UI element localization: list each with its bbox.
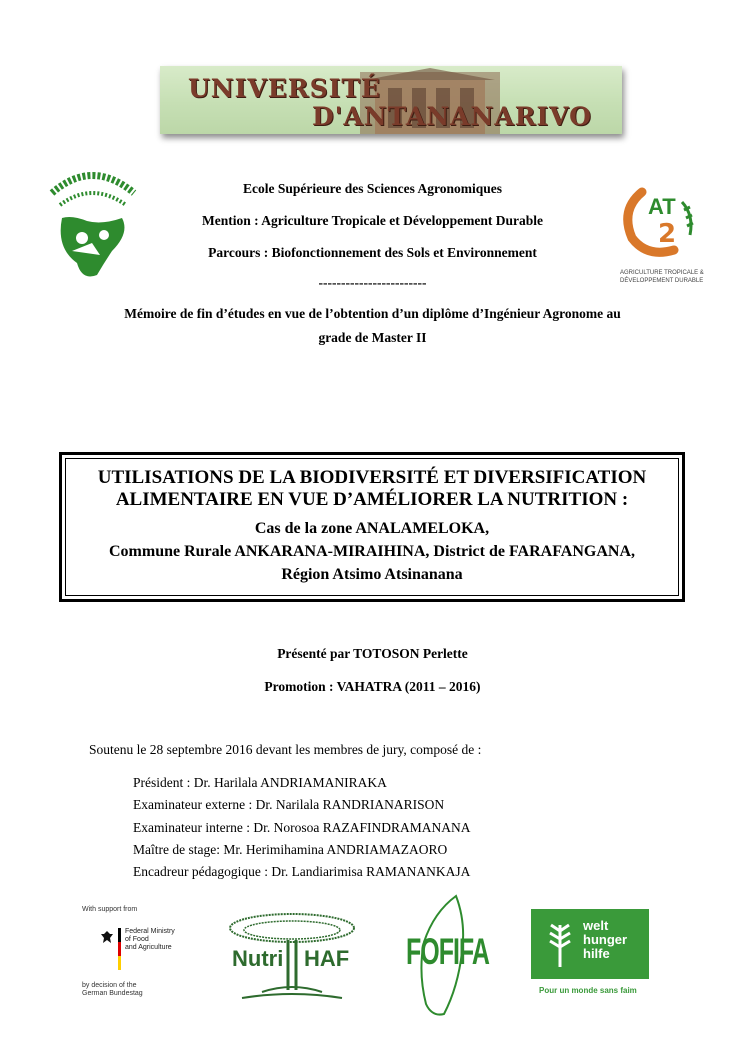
welthungerhilfe-logo	[531, 909, 649, 999]
bmel-line1: Federal Ministry	[125, 928, 175, 935]
parcours-text: Parcours : Biofonctionnement des Sols et Environnement	[208, 245, 537, 260]
federal-eagle-icon	[100, 930, 114, 944]
bmel-bottom1: by decision of the	[82, 982, 137, 989]
fofifa-logo	[404, 892, 489, 1020]
jury-member: Encadreur pédagogique : Dr. Landiarimisa RAMANANKAJA	[133, 864, 471, 880]
banner-title-line1: UNIVERSITÉ	[188, 74, 381, 103]
wheat-icon	[543, 919, 577, 969]
whh-line2: hunger	[583, 932, 628, 947]
mention-text: Mention : Agriculture Tropicale et Développement Durable	[202, 213, 543, 228]
at2d-logo	[612, 180, 722, 290]
bmel-bottom2: German Bundestag	[82, 990, 143, 997]
thesis-title-box	[59, 452, 685, 602]
thesis-title-line1: UTILISATIONS DE LA BIODIVERSITÉ ET DIVERSIFICATION	[97, 467, 647, 488]
german-flag-icon	[118, 928, 121, 970]
thesis-subtitle-line3: Région Atsimo Atsinanana	[281, 566, 463, 583]
promotion: Promotion : VAHATRA (2011 – 2016)	[264, 679, 481, 694]
jury-member: Examinateur interne : Dr. Norosoa RAZAFINDRAMANANA	[133, 819, 471, 835]
svg-text:2: 2	[658, 219, 677, 249]
bmel-line2: of Food	[125, 936, 149, 943]
at2d-caption-line1: AGRICULTURE TROPICALE &	[620, 270, 704, 276]
thesis-title-line2: ALIMENTAIRE EN VUE D’AMÉLIORER LA NUTRITION :	[115, 489, 629, 510]
separator-line: ------------------------	[318, 275, 427, 290]
bmel-logo	[82, 906, 192, 1006]
whh-tagline: Pour un monde sans faim	[539, 986, 637, 995]
at2d-caption-line2: DÉVELOPPEMENT DURABLE	[620, 278, 704, 284]
nutrihaf-right-text: HAF	[304, 946, 350, 971]
jury-list	[133, 772, 470, 883]
defense-intro: Soutenu le 28 septembre 2016 devant les membres de jury, composé de :	[89, 742, 482, 757]
whh-line1: welt	[583, 918, 609, 933]
whh-line3: hilfe	[583, 946, 610, 961]
thesis-subtitle-line1: Cas de la zone ANALAMELOKA,	[254, 520, 490, 537]
university-banner	[160, 66, 622, 134]
at2d-emblem-icon	[612, 180, 722, 260]
thesis-subtitle-line2: Commune Rurale ANKARANA-MIRAIHINA, District de FARAFANGANA,	[108, 543, 635, 560]
memoire-line2: grade de Master II	[318, 330, 427, 345]
bmel-top-text: With support from	[82, 906, 138, 913]
whh-green-block	[531, 909, 649, 979]
memoire-line1: Mémoire de fin d’études en vue de l’obtention d’un diplôme d’Ingénieur Agronome au	[124, 306, 621, 321]
nutrihaf-logo	[222, 910, 362, 1010]
banner-title-line2: D'ANTANANARIVO	[312, 102, 592, 131]
jury-member: Examinateur externe : Dr. Narilala RANDRIANARISON	[133, 797, 445, 813]
presented-by: Présenté par TOTOSON Perlette	[277, 646, 468, 661]
school-name: Ecole Supérieure des Sciences Agronomiques	[243, 181, 502, 196]
jury-member: Président : Dr. Harilala ANDRIAMANIRAKA	[133, 775, 387, 790]
nutrihaf-left-text: Nutri	[232, 946, 284, 971]
bmel-line3: and Agriculture	[125, 944, 172, 951]
fofifa-text: FOFIFA	[406, 930, 489, 973]
jury-member: Maître de stage: Mr. Herimihamina ANDRIAMAZAORO	[133, 841, 448, 857]
at2d-mark: AT	[648, 194, 676, 219]
